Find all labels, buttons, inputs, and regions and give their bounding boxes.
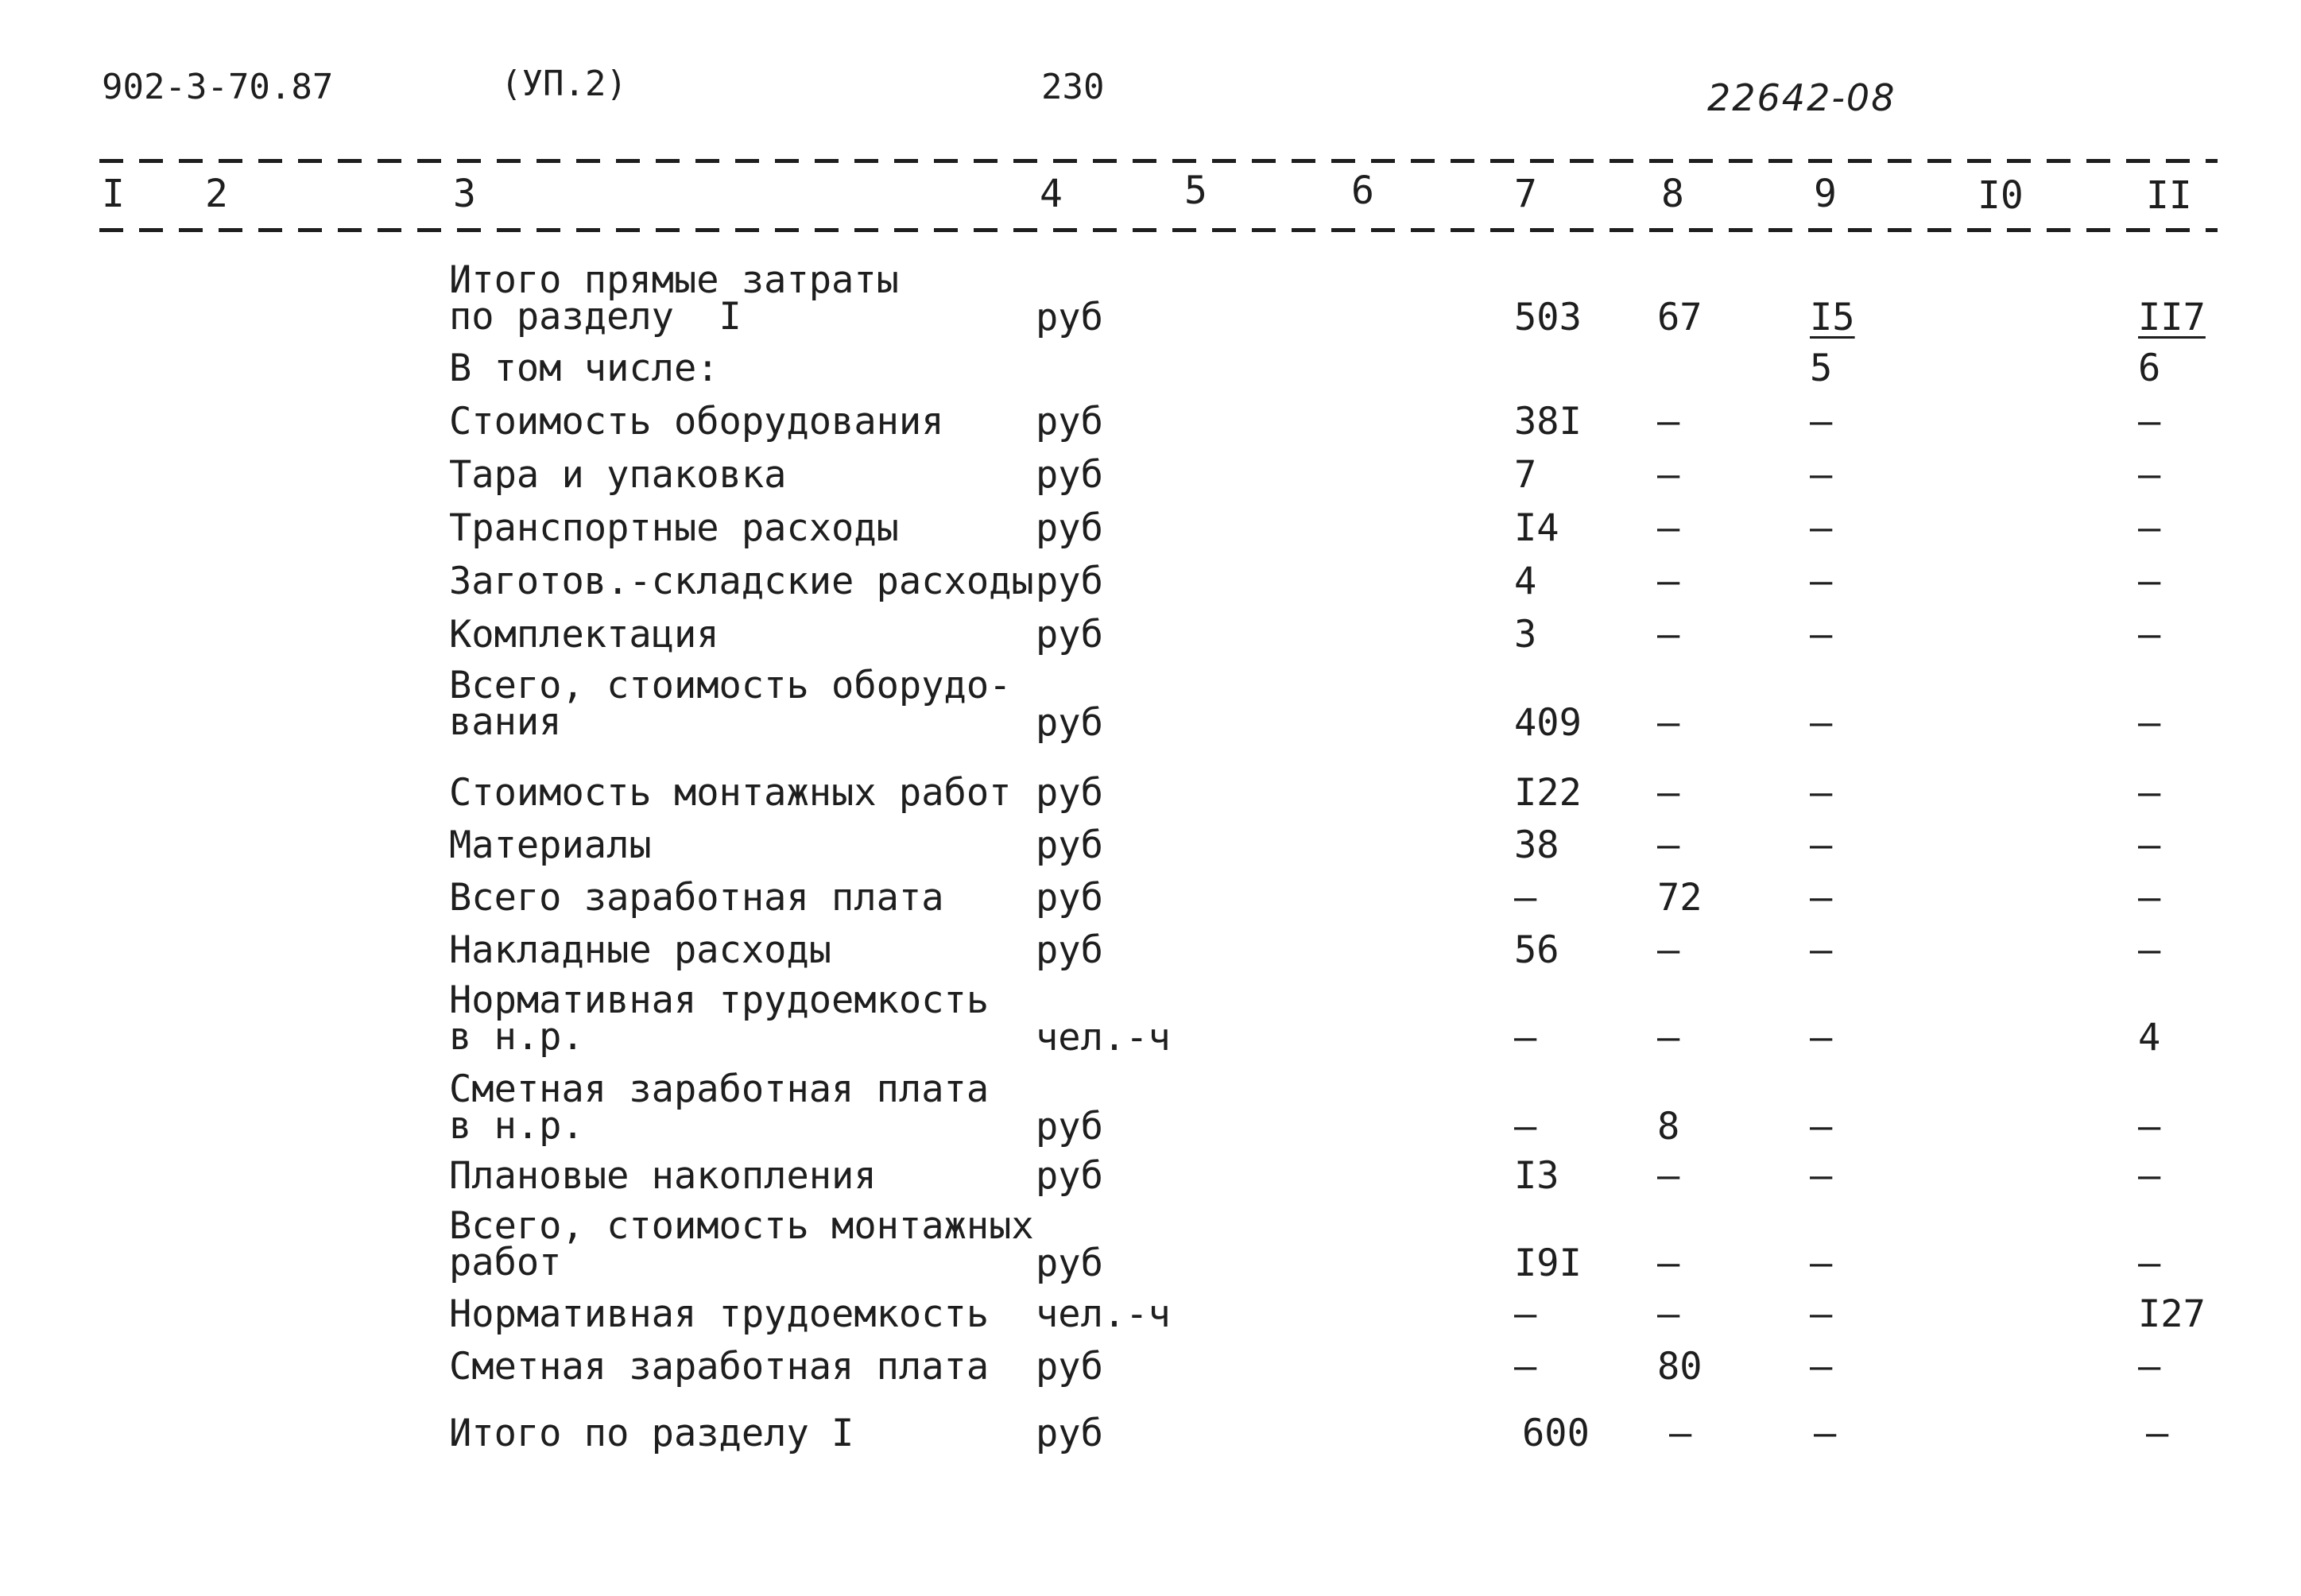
item-name: Всего заработная плата — [449, 876, 944, 920]
column-number: I0 — [1978, 173, 2024, 218]
value-col-11: – — [2138, 453, 2161, 497]
item-name: Транспортные расходы — [449, 506, 899, 550]
value-col-9: – — [1810, 560, 1833, 603]
column-number: 6 — [1351, 169, 1374, 213]
item-name: Итого по разделу I — [449, 1412, 854, 1455]
value-col-7: – — [1514, 1016, 1537, 1059]
value-col-7: I3 — [1514, 1154, 1559, 1198]
value-col-11: – — [2138, 701, 2161, 745]
item-name: Тара и упаковка — [449, 453, 787, 497]
value-col-8: – — [1669, 1412, 1692, 1455]
item-name: В том числе: — [449, 347, 719, 390]
value-col-8: – — [1657, 560, 1680, 603]
value-col-9: – — [1814, 1412, 1837, 1455]
value-col-9: – — [1810, 928, 1833, 972]
value-col-8: – — [1657, 771, 1680, 815]
item-name: Всего, стоимость оборудо- вания — [449, 664, 1012, 744]
value-col-7: 4 — [1514, 560, 1537, 603]
item-unit: чел.-ч — [1036, 1292, 1171, 1336]
value-col-9: – — [1810, 1292, 1833, 1336]
item-name: Стоимость монтажных работ — [449, 771, 1012, 815]
item-name: Сметная заработная плата — [449, 1345, 990, 1389]
item-unit: руб — [1036, 400, 1103, 444]
value-col-9: I5 — [1810, 296, 1855, 339]
item-name: Комплектация — [449, 613, 719, 657]
item-unit: руб — [1036, 560, 1103, 603]
value-col-8: 72 — [1657, 876, 1703, 920]
item-name: Нормативная трудоемкость в н.р. — [449, 978, 990, 1059]
value-col-11: II7 — [2138, 296, 2206, 339]
value-col-11: – — [2138, 506, 2161, 550]
value-col-7: – — [1514, 1345, 1537, 1389]
value-col-11: 4 — [2138, 1016, 2161, 1059]
value-col-11: – — [2138, 613, 2161, 657]
value-col-8: – — [1657, 613, 1680, 657]
item-unit: руб — [1036, 1345, 1103, 1389]
column-number: 5 — [1184, 169, 1207, 213]
item-unit: руб — [1036, 1412, 1103, 1455]
value-col-8: – — [1657, 1016, 1680, 1059]
value-col-7: 38I — [1514, 400, 1582, 444]
value-col-9: – — [1810, 613, 1833, 657]
value-col-11: – — [2138, 560, 2161, 603]
item-unit: руб — [1036, 506, 1103, 550]
value-col-7: – — [1514, 1292, 1537, 1336]
value-col-8: 80 — [1657, 1345, 1703, 1389]
item-unit: руб — [1036, 823, 1103, 867]
item-unit: руб — [1036, 1154, 1103, 1198]
page-number: 230 — [1041, 67, 1105, 107]
item-unit: руб — [1036, 701, 1103, 745]
column-number: I — [102, 172, 125, 216]
item-name: Накладные расходы — [449, 928, 832, 972]
column-number: 9 — [1814, 172, 1837, 216]
column-number: 4 — [1040, 172, 1063, 216]
item-unit: руб — [1036, 876, 1103, 920]
value-col-9: – — [1810, 876, 1833, 920]
item-name: Плановые накопления — [449, 1154, 877, 1198]
value-col-8: – — [1657, 1154, 1680, 1198]
value-col-9: – — [1810, 1105, 1833, 1149]
value-col-7: – — [1514, 876, 1537, 920]
item-name: Итого прямые затраты по разделу I — [449, 258, 899, 339]
item-unit: руб — [1036, 1105, 1103, 1149]
value-col-11: – — [2138, 400, 2161, 444]
item-name: Заготов.-складские расходы — [449, 560, 1034, 603]
item-name: Стоимость оборудования — [449, 400, 944, 444]
value-col-9: – — [1810, 453, 1833, 497]
value-col-11: – — [2138, 1154, 2161, 1198]
value-col-8: – — [1657, 453, 1680, 497]
value-col-11: – — [2138, 771, 2161, 815]
column-number: 3 — [453, 172, 476, 216]
value-col-9: – — [1810, 823, 1833, 867]
value-col-11: – — [2146, 1412, 2169, 1455]
column-number: 8 — [1661, 172, 1684, 216]
top-dashed-rule — [99, 159, 2218, 163]
column-number: 2 — [205, 172, 228, 216]
item-unit: руб — [1036, 1242, 1103, 1285]
value-col-7: 409 — [1514, 701, 1582, 745]
value-col-11: – — [2138, 1105, 2161, 1149]
value-col-7: 56 — [1514, 928, 1559, 972]
item-unit: руб — [1036, 771, 1103, 815]
value-col-8: – — [1657, 1292, 1680, 1336]
value-col-7: 3 — [1514, 613, 1537, 657]
value-col-7: I22 — [1514, 771, 1582, 815]
value-col-9: 5 — [1810, 347, 1833, 390]
stamp-number: 22642-08 — [1707, 76, 1896, 119]
value-col-7: 38 — [1514, 823, 1559, 867]
item-unit: руб — [1036, 296, 1103, 339]
value-col-8: – — [1657, 400, 1680, 444]
value-col-11: – — [2138, 823, 2161, 867]
item-name: Нормативная трудоемкость — [449, 1292, 990, 1336]
value-col-11: – — [2138, 1345, 2161, 1389]
value-col-9: – — [1810, 506, 1833, 550]
value-col-7: I9I — [1514, 1242, 1582, 1285]
value-col-8: – — [1657, 928, 1680, 972]
value-col-8: 67 — [1657, 296, 1703, 339]
value-col-7: 600 — [1522, 1412, 1590, 1455]
value-col-9: – — [1810, 400, 1833, 444]
doc-code: 902-3-70.87 — [102, 67, 334, 107]
value-col-7: 7 — [1514, 453, 1537, 497]
value-col-7: I4 — [1514, 506, 1559, 550]
value-col-11: 6 — [2138, 347, 2161, 390]
item-name: Сметная заработная плата в н.р. — [449, 1067, 990, 1148]
value-col-9: – — [1810, 1016, 1833, 1059]
value-col-9: – — [1810, 1154, 1833, 1198]
value-col-8: – — [1657, 823, 1680, 867]
value-col-11: – — [2138, 1242, 2161, 1285]
item-unit: чел.-ч — [1036, 1016, 1171, 1059]
value-col-9: – — [1810, 1345, 1833, 1389]
value-col-11: I27 — [2138, 1292, 2206, 1336]
value-col-7: 503 — [1514, 296, 1582, 339]
value-col-9: – — [1810, 1242, 1833, 1285]
column-number: II — [2146, 173, 2192, 218]
value-col-9: – — [1810, 771, 1833, 815]
value-col-11: – — [2138, 928, 2161, 972]
value-col-11: – — [2138, 876, 2161, 920]
column-number: 7 — [1514, 172, 1537, 216]
value-col-7: – — [1514, 1105, 1537, 1149]
value-col-8: 8 — [1657, 1105, 1680, 1149]
item-unit: руб — [1036, 453, 1103, 497]
album-number: (УП.2) — [501, 64, 627, 104]
value-col-8: – — [1657, 1242, 1680, 1285]
bottom-dashed-rule — [99, 228, 2218, 232]
item-name: Материалы — [449, 823, 652, 867]
item-unit: руб — [1036, 613, 1103, 657]
item-name: Всего, стоимость монтажных работ — [449, 1204, 1034, 1284]
value-col-9: – — [1810, 701, 1833, 745]
item-unit: руб — [1036, 928, 1103, 972]
value-col-8: – — [1657, 701, 1680, 745]
value-col-8: – — [1657, 506, 1680, 550]
